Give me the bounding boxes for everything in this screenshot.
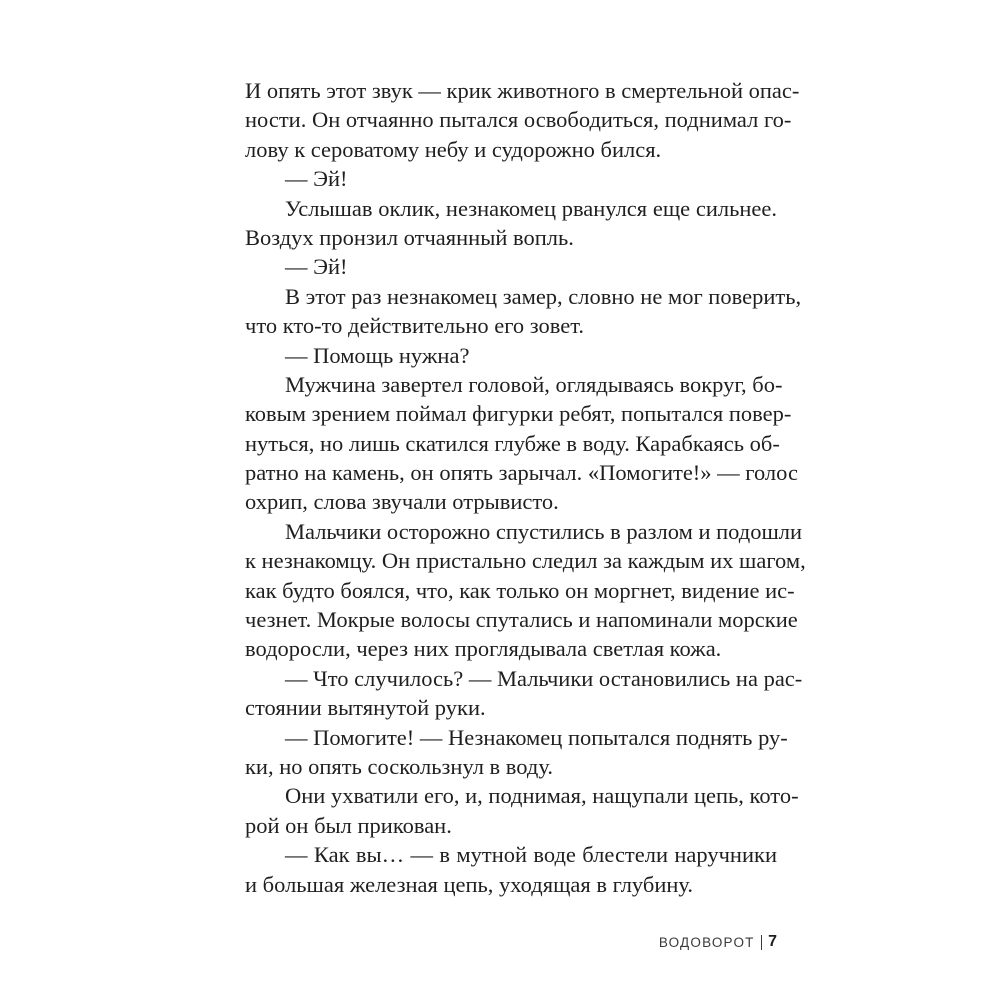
text-line: В этот раз незнакомец замер, словно не мог поверить, [285, 283, 802, 309]
text-line: ки, но опять соскользнул в воду. [245, 753, 553, 779]
text-line: ратно на камень, он опять зарычал. «Помогите!» — голос [245, 460, 798, 486]
text-line: рой он был прикован. [245, 812, 452, 838]
page-footer [659, 933, 777, 951]
text-line: Воздух пронзил отчаянный вопль. [245, 224, 574, 250]
text-line: как будто боялся, что, как только он моргнет, видение ис- [245, 577, 795, 603]
text-line: — Помощь нужна? [285, 342, 470, 368]
page-number: 7 [768, 933, 777, 950]
text-line: ности. Он отчаянно пытался освободиться, поднимал го- [245, 107, 792, 133]
body-text [245, 76, 806, 899]
text-line: — Что случилось? — Мальчики остановились на рас- [285, 665, 803, 691]
text-line: И опять этот звук — крик животного в смертельной опас- [245, 78, 800, 103]
text-line: охрип, слова звучали отрывисто. [245, 489, 559, 515]
text-line: водоросли, через них проглядывала светлая кожа. [245, 636, 722, 662]
text-line: Мужчина завертел головой, оглядываясь вокруг, бо- [285, 371, 783, 397]
text-line: к незнакомцу. Он пристально следил за каждым их шагом, [245, 548, 806, 574]
text-line: лову к сероватому небу и судорожно бился. [245, 136, 662, 162]
footer-divider [761, 935, 763, 950]
text-line: — Помогите! — Незнакомец попытался поднять ру- [285, 724, 788, 750]
text-line: — Эй! [285, 254, 348, 280]
text-line: и большая железная цепь, уходящая в глубину. [245, 871, 694, 897]
text-line: что кто-то действительно его зовет. [245, 313, 585, 339]
text-line: ковым зрением поймал фигурки ребят, попытался повер- [245, 401, 792, 427]
text-line: Услышав оклик, незнакомец рванулся еще сильнее. [285, 195, 777, 221]
text-line: — Как вы… — в мутной воде блестели наручники [285, 842, 777, 868]
running-title: ВОДОВОРОТ [658, 934, 755, 950]
text-line: — Эй! [285, 166, 348, 192]
text-line: чезнет. Мокрые волосы спутались и напоминали морские [245, 607, 798, 633]
text-line: Они ухватили его, и, поднимая, нащупали цепь, кото- [285, 783, 799, 809]
text-line: Мальчики осторожно спустились в разлом и подошли [285, 518, 803, 544]
text-line: нуться, но лишь скатился глубже в воду. Карабкаясь об- [245, 430, 780, 456]
text-line: стоянии вытянутой руки. [245, 695, 486, 721]
